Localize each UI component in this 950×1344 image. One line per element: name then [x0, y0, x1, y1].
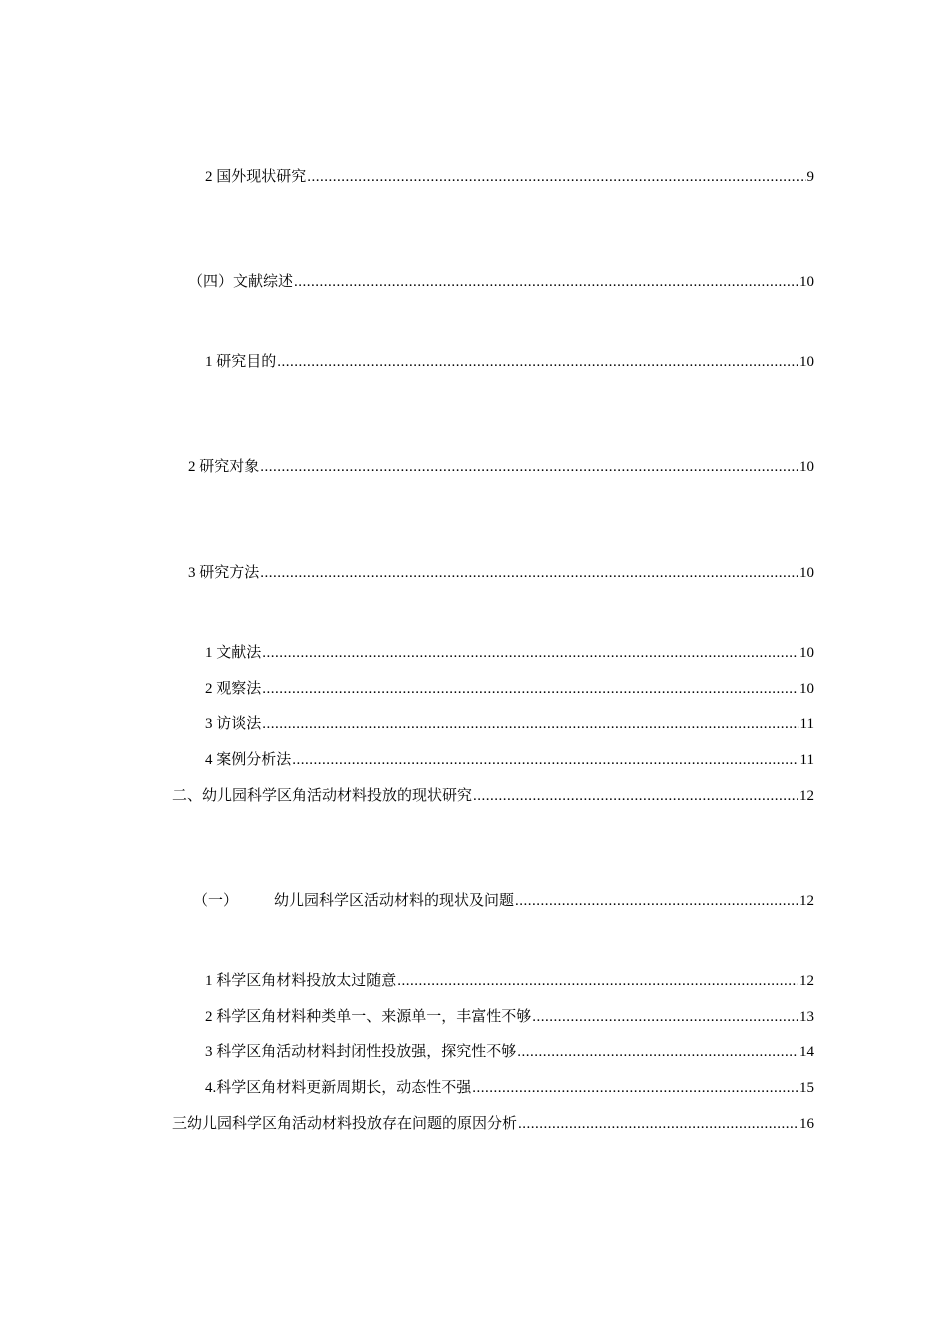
toc-entry[interactable] [205, 970, 814, 992]
toc-entry-page: 13 [799, 1009, 814, 1025]
toc-entry-page: 14 [799, 1044, 814, 1060]
toc-dot-leader [532, 1006, 798, 1028]
toc-dot-leader [515, 890, 798, 912]
toc-entry[interactable] [193, 890, 814, 912]
toc-entry-label: 1 文献法 [205, 645, 262, 661]
toc-dot-leader [294, 271, 798, 293]
toc-dot-leader [518, 1113, 798, 1135]
toc-entry[interactable] [188, 562, 814, 584]
toc-entry[interactable] [205, 351, 814, 373]
toc-entry-label: 2 国外现状研究 [205, 169, 307, 185]
toc-dot-leader [262, 678, 798, 700]
toc-entry-label: 3 访谈法 [205, 716, 262, 732]
toc-dot-leader [292, 749, 798, 771]
toc-entry[interactable] [205, 749, 814, 771]
toc-entry[interactable] [205, 642, 814, 664]
toc-entry-label: 2 研究对象 [188, 459, 260, 475]
toc-entry-label: 4 案例分析法 [205, 752, 292, 768]
toc-entry-page: 12 [799, 788, 814, 804]
toc-entry-page: 10 [799, 681, 814, 697]
toc-entry-page: 11 [799, 752, 814, 768]
toc-entry[interactable] [188, 456, 814, 478]
toc-entry[interactable] [205, 678, 814, 700]
toc-entry-page: 10 [799, 565, 814, 581]
toc-entry-prefix: （一） [193, 893, 239, 909]
toc-entry-page: 10 [799, 354, 814, 370]
toc-entry[interactable] [205, 1006, 814, 1028]
toc-entry-page: 12 [799, 973, 814, 989]
toc-entry-page: 16 [799, 1116, 814, 1132]
toc-entry-label: 3 科学区角活动材料封闭性投放强，探究性不够 [205, 1044, 517, 1060]
toc-entry-page: 10 [799, 459, 814, 475]
toc-entry-label [193, 890, 514, 912]
toc-entry-label: 2 科学区角材料种类单一、来源单一，丰富性不够 [205, 1009, 532, 1025]
toc-dot-leader [262, 713, 798, 735]
toc-dot-leader [260, 456, 798, 478]
toc-entry-label: 1 研究目的 [205, 354, 277, 370]
toc-entry-label: 2 观察法 [205, 681, 262, 697]
toc-entry-page: 9 [806, 169, 814, 185]
toc-dot-leader [517, 1041, 798, 1063]
toc-entry[interactable] [205, 1077, 814, 1099]
toc-dot-leader [397, 970, 798, 992]
toc-dot-leader [473, 785, 798, 807]
toc-entry-chapter[interactable] [172, 785, 814, 807]
toc-entry-page: 10 [799, 274, 814, 290]
toc-entry-page: 11 [799, 716, 814, 732]
toc-entry[interactable] [205, 1041, 814, 1063]
toc-dot-leader [260, 562, 798, 584]
toc-entry-title: 幼儿园科学区活动材料的现状及问题 [274, 893, 515, 909]
toc-entry-label: 3 研究方法 [188, 565, 260, 581]
toc-entry-label: （四）文献综述 [188, 274, 294, 290]
toc-entry-label: 三幼儿园科学区角活动材料投放存在问题的原因分析 [172, 1116, 518, 1132]
toc-entry[interactable] [205, 166, 814, 188]
toc-dot-leader [472, 1077, 798, 1099]
toc-dot-leader [262, 642, 798, 664]
toc-entry-label: 4.科学区角材料更新周期长，动态性不强 [205, 1080, 472, 1096]
toc-entry-label: 1 科学区角材料投放太过随意 [205, 973, 397, 989]
toc-entry[interactable] [188, 271, 814, 293]
toc-entry-chapter[interactable] [172, 1113, 814, 1135]
toc-entry-page: 10 [799, 645, 814, 661]
toc-entry[interactable] [205, 713, 814, 735]
toc-entry-label: 二、幼儿园科学区角活动材料投放的现状研究 [172, 788, 473, 804]
toc-dot-leader [307, 166, 805, 188]
toc-entry-page: 15 [799, 1080, 814, 1096]
toc-dot-leader [277, 351, 798, 373]
toc-entry-page: 12 [799, 893, 814, 909]
